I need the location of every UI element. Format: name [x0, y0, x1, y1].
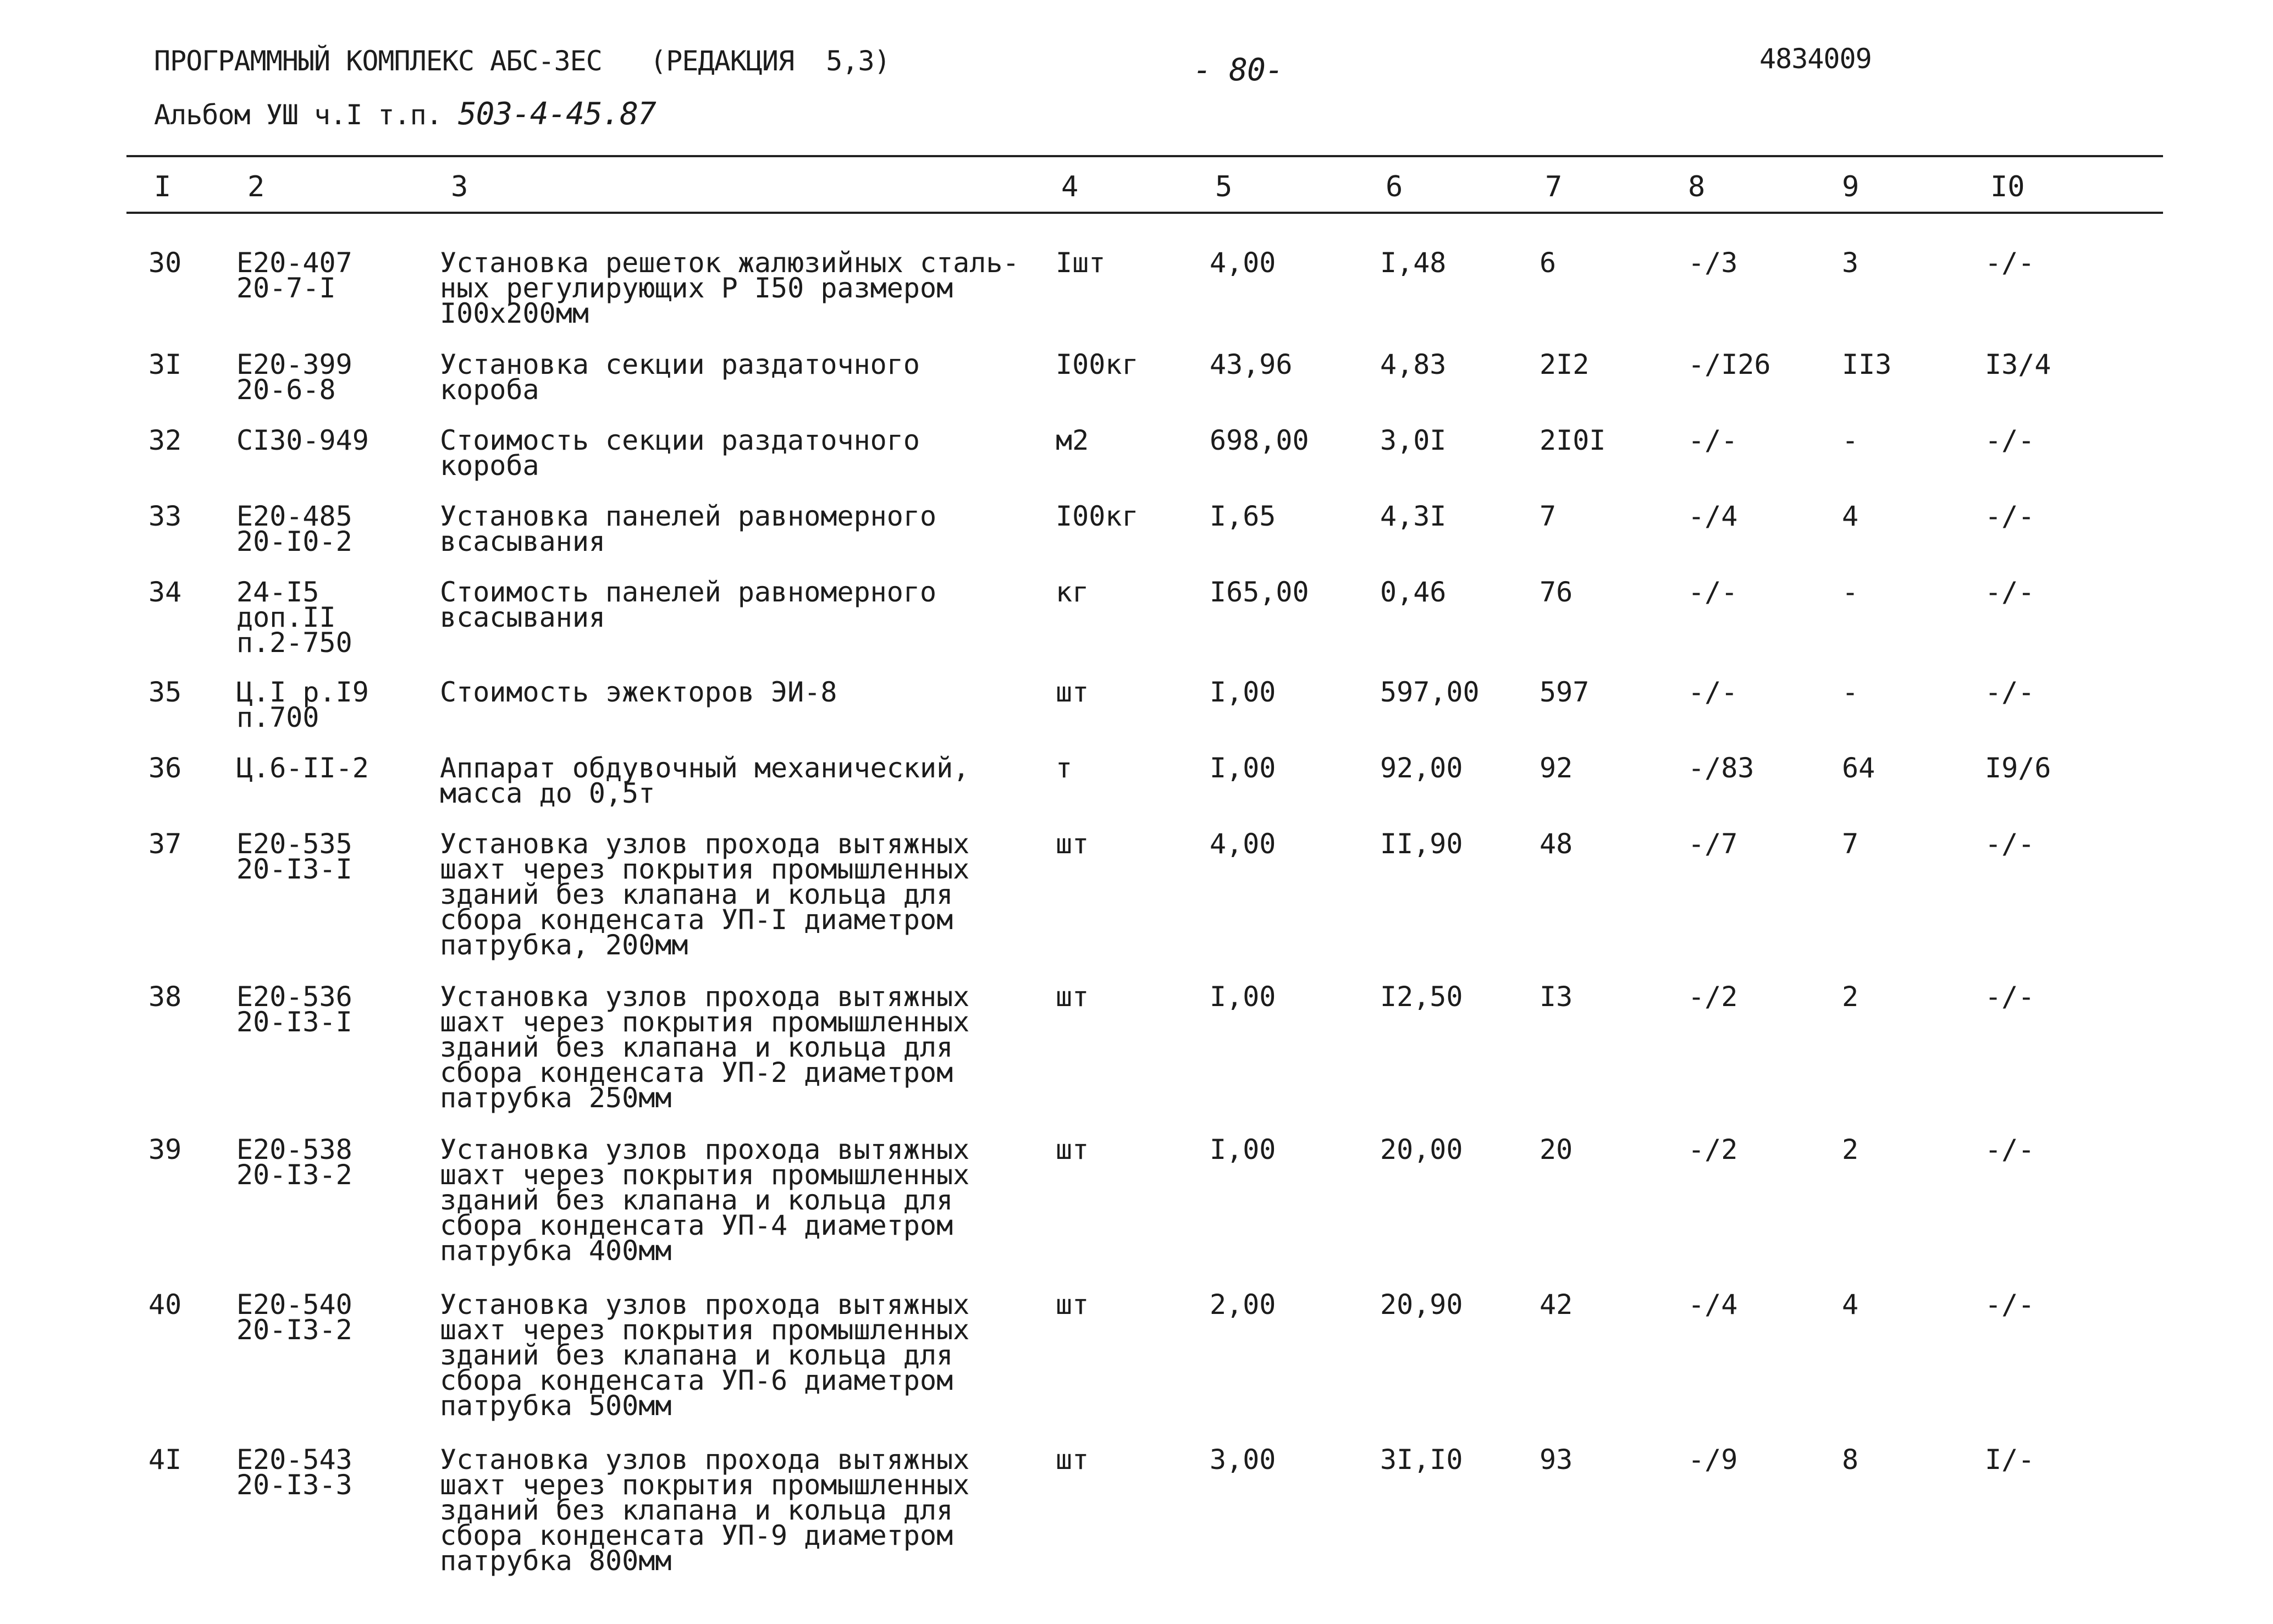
row-code: Е20-536 20-I3-I — [236, 981, 352, 1038]
album-reference — [154, 96, 656, 132]
row-quantity: 2,00 — [1210, 1289, 1276, 1321]
row-code: СI30-949 — [236, 424, 369, 456]
row-description: Установка панелей равномерного всасывания — [440, 500, 937, 557]
row-col9: 64 — [1842, 752, 1875, 784]
row-unit: шт — [1056, 1444, 1089, 1476]
row-unit-price: 0,46 — [1380, 576, 1447, 608]
row-col9: - — [1842, 424, 1859, 456]
row-total: 76 — [1540, 576, 1573, 608]
row-total: 42 — [1540, 1289, 1573, 1321]
row-unit: шт — [1056, 676, 1089, 708]
row-col8: -/2 — [1688, 1134, 1738, 1165]
row-total: 6 — [1540, 247, 1557, 279]
row-unit: I00кг — [1056, 500, 1139, 532]
row-col9: 2 — [1842, 981, 1859, 1013]
row-col10: I3/4 — [1985, 349, 2051, 380]
row-col9: - — [1842, 576, 1859, 608]
row-description: Стоимость эжекторов ЭИ-8 — [440, 676, 837, 708]
row-unit-price: II,90 — [1380, 828, 1463, 860]
row-col10: I9/6 — [1985, 752, 2051, 784]
row-number: 4I — [148, 1444, 182, 1476]
col-header-4: 4 — [1061, 170, 1079, 203]
row-quantity: 698,00 — [1210, 424, 1309, 456]
row-col8: -/- — [1688, 676, 1738, 708]
row-number: 39 — [148, 1134, 182, 1165]
album-reference-prefix: Альбом УШ ч.I т.п. — [154, 99, 458, 131]
row-unit: шт — [1056, 1289, 1089, 1321]
row-col10: -/- — [1985, 1289, 2035, 1321]
row-col8: -/9 — [1688, 1444, 1738, 1476]
row-col9: 4 — [1842, 500, 1859, 532]
row-col10: -/- — [1985, 676, 2035, 708]
row-number: 33 — [148, 500, 182, 532]
row-number: 37 — [148, 828, 182, 860]
row-col10: -/- — [1985, 1134, 2035, 1165]
row-col8: -/4 — [1688, 1289, 1738, 1321]
row-col8: -/83 — [1688, 752, 1755, 784]
row-number: 30 — [148, 247, 182, 279]
album-reference-handwritten: 503-4-45.87 — [457, 96, 656, 132]
row-code: 24-I5 доп.II п.2-750 — [236, 576, 352, 659]
table-header-rule — [126, 212, 2163, 214]
row-total: 597 — [1540, 676, 1590, 708]
col-header-6: 6 — [1386, 170, 1403, 203]
row-col8: -/3 — [1688, 247, 1738, 279]
row-col10: -/- — [1985, 500, 2035, 532]
page-number: - 80- — [1193, 52, 1283, 88]
row-col8: -/2 — [1688, 981, 1738, 1013]
row-quantity: 4,00 — [1210, 828, 1276, 860]
row-col9: 8 — [1842, 1444, 1859, 1476]
row-total: 93 — [1540, 1444, 1573, 1476]
row-description: Установка узлов прохода вытяжных шахт через покрытия промышленных зданий без клапана и кольца для сбора конденсата УП-2 диаметром патрубка 250мм — [440, 981, 970, 1114]
row-unit: I00кг — [1056, 349, 1139, 380]
row-unit: Iшт — [1056, 247, 1106, 279]
row-col9: 2 — [1842, 1134, 1859, 1165]
row-description: Аппарат обдувочный механический, масса до 0,5т — [440, 752, 970, 809]
row-unit: шт — [1056, 828, 1089, 860]
row-number: 38 — [148, 981, 182, 1013]
row-col10: -/- — [1985, 828, 2035, 860]
row-code: Е20-399 20-6-8 — [236, 349, 352, 406]
table-top-rule — [126, 155, 2163, 157]
row-unit-price: 92,00 — [1380, 752, 1463, 784]
col-header-5: 5 — [1215, 170, 1233, 203]
row-code: Е20-535 20-I3-I — [236, 828, 352, 885]
col-header-1: I — [154, 170, 172, 203]
row-unit-price: I,48 — [1380, 247, 1447, 279]
row-code: Ц.6-II-2 — [236, 752, 369, 784]
col-header-7: 7 — [1545, 170, 1563, 203]
row-number: 3I — [148, 349, 182, 380]
row-total: 92 — [1540, 752, 1573, 784]
row-quantity: I,00 — [1210, 752, 1276, 784]
row-number: 35 — [148, 676, 182, 708]
row-description: Стоимость секции раздаточного короба — [440, 424, 920, 482]
row-unit: шт — [1056, 1134, 1089, 1165]
row-col10: I/- — [1985, 1444, 2035, 1476]
row-unit: шт — [1056, 981, 1089, 1013]
row-quantity: I,00 — [1210, 981, 1276, 1013]
row-quantity: 3,00 — [1210, 1444, 1276, 1476]
row-description: Установка решеток жалюзийных сталь- ных регулирующих Р I50 размером I00x200мм — [440, 247, 1019, 329]
row-col9: 4 — [1842, 1289, 1859, 1321]
row-number: 34 — [148, 576, 182, 608]
row-col9: - — [1842, 676, 1859, 708]
row-unit: кг — [1056, 576, 1089, 608]
row-total: 7 — [1540, 500, 1557, 532]
row-description: Установка узлов прохода вытяжных шахт через покрытия промышленных зданий без клапана и кольца для сбора конденсата УП-6 диаметром патрубка 500мм — [440, 1289, 970, 1422]
row-unit: м2 — [1056, 424, 1089, 456]
row-number: 32 — [148, 424, 182, 456]
row-description: Установка узлов прохода вытяжных шахт через покрытия промышленных зданий без клапана и кольца для сбора конденсата УП-4 диаметром патрубка 400мм — [440, 1134, 970, 1267]
row-code: Е20-540 20-I3-2 — [236, 1289, 352, 1346]
row-code: Е20-538 20-I3-2 — [236, 1134, 352, 1191]
row-quantity: I,00 — [1210, 676, 1276, 708]
row-unit-price: 3,0I — [1380, 424, 1447, 456]
row-unit: т — [1056, 752, 1073, 784]
row-code: Е20-543 20-I3-3 — [236, 1444, 352, 1501]
row-unit-price: 20,90 — [1380, 1289, 1463, 1321]
row-col9: 7 — [1842, 828, 1859, 860]
row-quantity: 4,00 — [1210, 247, 1276, 279]
row-number: 36 — [148, 752, 182, 784]
document-header-title: ПРОГРАММНЫЙ КОМПЛЕКС АБС-ЗЕС (РЕДАКЦИЯ 5,3) — [154, 45, 890, 77]
row-unit-price: 4,3I — [1380, 500, 1447, 532]
row-unit-price: 20,00 — [1380, 1134, 1463, 1165]
col-header-2: 2 — [247, 170, 265, 203]
col-header-9: 9 — [1842, 170, 1860, 203]
row-col8: -/I26 — [1688, 349, 1771, 380]
row-description: Установка узлов прохода вытяжных шахт через покрытия промышленных зданий без клапана и кольца для сбора конденсата УП-9 диаметром патрубка 800мм — [440, 1444, 970, 1577]
row-col9: 3 — [1842, 247, 1859, 279]
row-code: Ц.I р.I9 п.700 — [236, 676, 369, 733]
row-col8: -/4 — [1688, 500, 1738, 532]
row-description: Установка секции раздаточного короба — [440, 349, 920, 406]
row-quantity: I65,00 — [1210, 576, 1309, 608]
row-col8: -/- — [1688, 576, 1738, 608]
row-unit-price: 4,83 — [1380, 349, 1447, 380]
row-quantity: 43,96 — [1210, 349, 1293, 380]
row-total: 2I0I — [1540, 424, 1606, 456]
row-total: 2I2 — [1540, 349, 1590, 380]
row-unit-price: 3I,I0 — [1380, 1444, 1463, 1476]
row-col8: -/- — [1688, 424, 1738, 456]
row-unit-price: I2,50 — [1380, 981, 1463, 1013]
row-col9: II3 — [1842, 349, 1892, 380]
document-code: 4834009 — [1759, 43, 1872, 75]
row-total: I3 — [1540, 981, 1573, 1013]
row-unit-price: 597,00 — [1380, 676, 1480, 708]
row-col10: -/- — [1985, 424, 2035, 456]
col-header-10: I0 — [1990, 170, 2025, 203]
row-col10: -/- — [1985, 247, 2035, 279]
row-code: Е20-485 20-I0-2 — [236, 500, 352, 557]
row-total: 48 — [1540, 828, 1573, 860]
row-total: 20 — [1540, 1134, 1573, 1165]
row-quantity: I,00 — [1210, 1134, 1276, 1165]
row-description: Установка узлов прохода вытяжных шахт через покрытия промышленных зданий без клапана и кольца для сбора конденсата УП-I диаметром патрубка, 200мм — [440, 828, 970, 961]
row-quantity: I,65 — [1210, 500, 1276, 532]
col-header-3: 3 — [451, 170, 468, 203]
col-header-8: 8 — [1688, 170, 1706, 203]
row-code: Е20-407 20-7-I — [236, 247, 352, 304]
row-description: Стоимость панелей равномерного всасывания — [440, 576, 937, 633]
row-number: 40 — [148, 1289, 182, 1321]
row-col10: -/- — [1985, 981, 2035, 1013]
row-col8: -/7 — [1688, 828, 1738, 860]
row-col10: -/- — [1985, 576, 2035, 608]
